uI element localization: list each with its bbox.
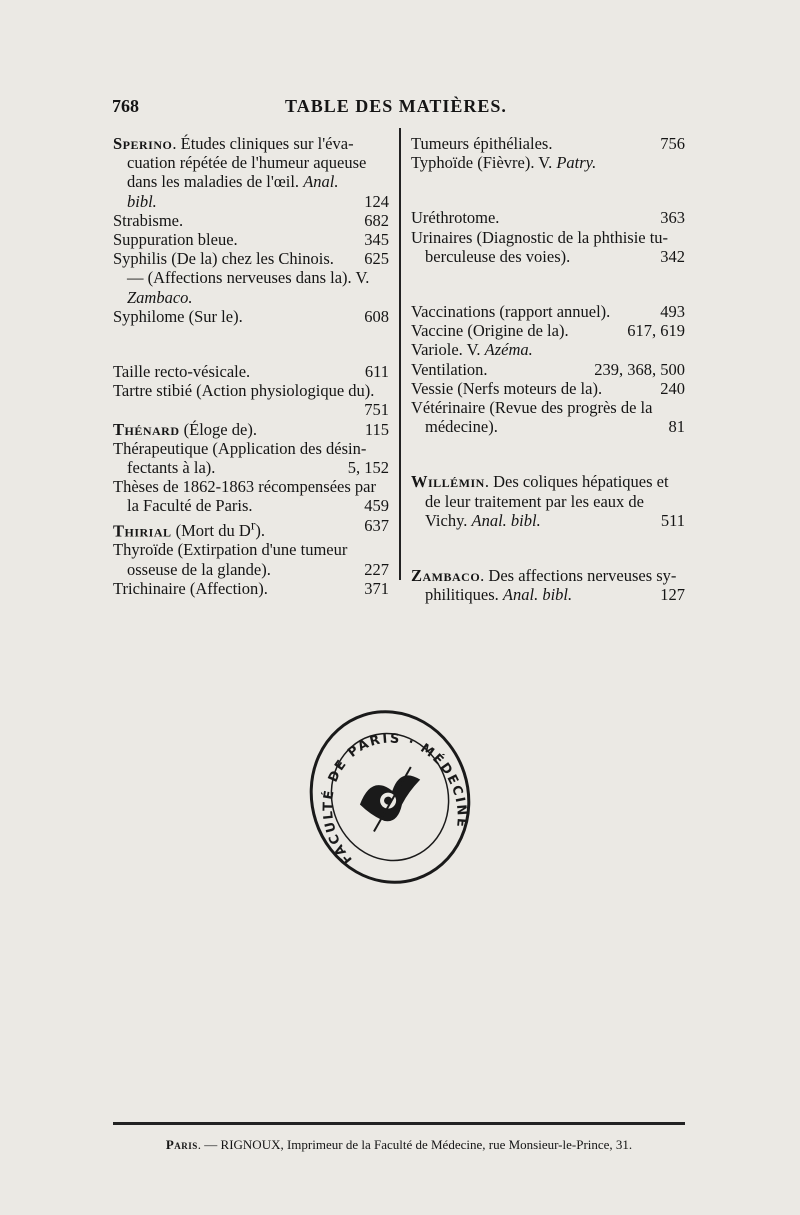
index-entry-thirial	[113, 516, 389, 541]
index-entry	[411, 153, 685, 172]
entry-text: . Des coliques hépatiques et	[484, 472, 669, 492]
left-column	[113, 134, 389, 598]
page-ref: 751	[364, 400, 389, 420]
entry-text: . Des affections nerveuses sy-	[480, 566, 677, 586]
entry-text: Vaccinations (rapport annuel).	[411, 302, 611, 322]
right-column	[411, 134, 685, 604]
index-entry	[113, 249, 389, 268]
entry-text: médecine).	[425, 417, 498, 437]
page-ref: 608	[364, 306, 389, 326]
index-entry-thenard	[113, 420, 389, 439]
page-ref: 756	[660, 134, 685, 153]
page-ref: 625	[364, 249, 389, 269]
page-ref: 682	[364, 210, 389, 230]
index-entry	[411, 134, 685, 153]
index-entry	[411, 302, 685, 321]
entry-text: Vichy.	[425, 510, 472, 530]
page-ref: 127	[660, 585, 685, 605]
printer-imprint	[113, 1137, 685, 1153]
entry-text: Syphilis (De la) chez les Chinois.	[113, 249, 334, 269]
entry-text: Variole. V.	[411, 340, 485, 360]
page-ref: 81	[668, 417, 685, 437]
entry-text: Syphilome (Sur le).	[113, 306, 243, 326]
entry-text: Trichinaire (Affection).	[113, 578, 268, 598]
index-entry	[411, 228, 685, 266]
index-entry	[411, 208, 685, 227]
page-ref: 459	[364, 496, 389, 516]
page-ref: 345	[364, 230, 389, 250]
page-ref: 227	[364, 559, 389, 579]
author-name: Willémin	[411, 472, 485, 492]
page-ref: 239, 368, 500	[594, 359, 685, 379]
index-entry	[113, 362, 389, 381]
entry-text: Uréthrotome.	[411, 208, 500, 228]
entry-text: Thèses de 1862-1863 récompensées par	[113, 477, 376, 497]
page-ref: 371	[364, 578, 389, 598]
author-name: Thénard	[113, 419, 180, 439]
index-entry	[113, 230, 389, 249]
index-entry	[113, 439, 389, 477]
entry-text: Zambaco.	[127, 287, 193, 307]
entry-text: Thérapeutique (Application des désin-	[113, 438, 367, 458]
index-entry	[113, 540, 389, 578]
index-entry-willemin	[411, 472, 685, 530]
index-entry	[113, 211, 389, 230]
entry-text: Anal.	[303, 172, 339, 192]
entry-line: de leur traitement par les eaux de	[425, 491, 644, 511]
author-name: Sperino	[113, 134, 173, 153]
entry-line: cuation répétée de l'humeur aqueuse	[127, 153, 367, 173]
entry-text: la Faculté de Paris.	[127, 496, 253, 516]
entry-text: Vaccine (Origine de la).	[411, 321, 569, 341]
page-title: TABLE DES MATIÈRES.	[285, 96, 507, 116]
page-ref: 240	[660, 378, 685, 398]
index-entry	[113, 381, 389, 419]
entry-text: bibl.	[127, 191, 157, 211]
running-header	[112, 96, 680, 120]
index-entry	[411, 340, 685, 359]
entry-text: (Mort du $D^r$).	[171, 517, 266, 541]
index-entry	[411, 398, 685, 436]
index-entry	[113, 268, 389, 306]
footer-rule	[113, 1122, 685, 1125]
entry-text: Strabisme.	[113, 210, 184, 230]
page-ref: 363	[660, 208, 685, 228]
library-stamp	[305, 705, 475, 890]
column-divider	[399, 128, 401, 580]
page-ref: 511	[660, 510, 685, 530]
entry-text: osseuse de la glande).	[127, 559, 271, 579]
index-entry	[411, 379, 685, 398]
entry-text: fectants à la).	[127, 458, 216, 478]
entry-text: Anal. bibl.	[471, 510, 541, 530]
entry-text: (Éloge de).	[179, 419, 257, 439]
entry-text: berculeuse des voies).	[425, 246, 571, 266]
index-entry-zambaco	[411, 566, 685, 604]
index-entry-sperino	[113, 134, 389, 211]
footer-text: . — RIGNOUX, Imprimeur de la Faculté de Médecine, rue Monsieur-le-Prince, 31.	[197, 1137, 633, 1152]
entry-text: . Études cliniques sur l'éva-	[172, 134, 354, 153]
page-ref: 611	[364, 362, 389, 382]
page-number: 768	[112, 96, 139, 116]
index-entry	[411, 360, 685, 379]
index-entry	[113, 307, 389, 326]
entry-text: Ventilation.	[411, 359, 488, 379]
author-name: Thirial	[113, 521, 172, 541]
entry-text: Patry.	[556, 153, 597, 173]
entry-text: Anal. bibl.	[502, 585, 573, 605]
entry-text: Tartre stibié (Action physiologique du).	[113, 381, 375, 401]
entry-text: Urinaires (Diagnostic de la phthisie tu-	[411, 227, 669, 247]
entry-text: dans les maladies de l'œil.	[127, 172, 304, 192]
page-ref: 617, 619	[627, 321, 685, 341]
stamp-text: FACULTÉ DE PARIS · MÉDECINE	[320, 731, 469, 867]
page-ref: 124	[364, 191, 389, 211]
entry-text: Vessie (Nerfs moteurs de la).	[411, 378, 603, 398]
author-name: Zambaco	[411, 566, 481, 586]
entry-text: Typhoïde (Fièvre). V.	[411, 153, 557, 173]
page-ref: 493	[660, 302, 685, 322]
entry-text: Thyroïde (Extirpation d'une tumeur	[113, 540, 348, 560]
footer-city: Paris	[165, 1137, 198, 1152]
entry-text: Azéma.	[484, 340, 533, 360]
page-ref: 637	[364, 515, 389, 535]
entry-text: — (Affections nerveuses dans la). V.	[127, 268, 370, 288]
index-entry	[411, 321, 685, 340]
entry-text: Vétérinaire (Revue des progrès de la	[411, 398, 653, 418]
entry-text: Suppuration bleue.	[113, 230, 238, 250]
entry-text: philitiques.	[425, 585, 503, 605]
page-ref: 115	[364, 419, 389, 439]
stamp-emblem	[354, 765, 431, 833]
entry-text: Tumeurs épithéliales.	[411, 134, 553, 153]
index-entry	[113, 477, 389, 515]
index-entry	[113, 579, 389, 598]
page-ref: 342	[660, 246, 685, 266]
page-ref: 5, 152	[347, 458, 389, 478]
entry-text: Taille recto-vésicale.	[113, 362, 251, 382]
